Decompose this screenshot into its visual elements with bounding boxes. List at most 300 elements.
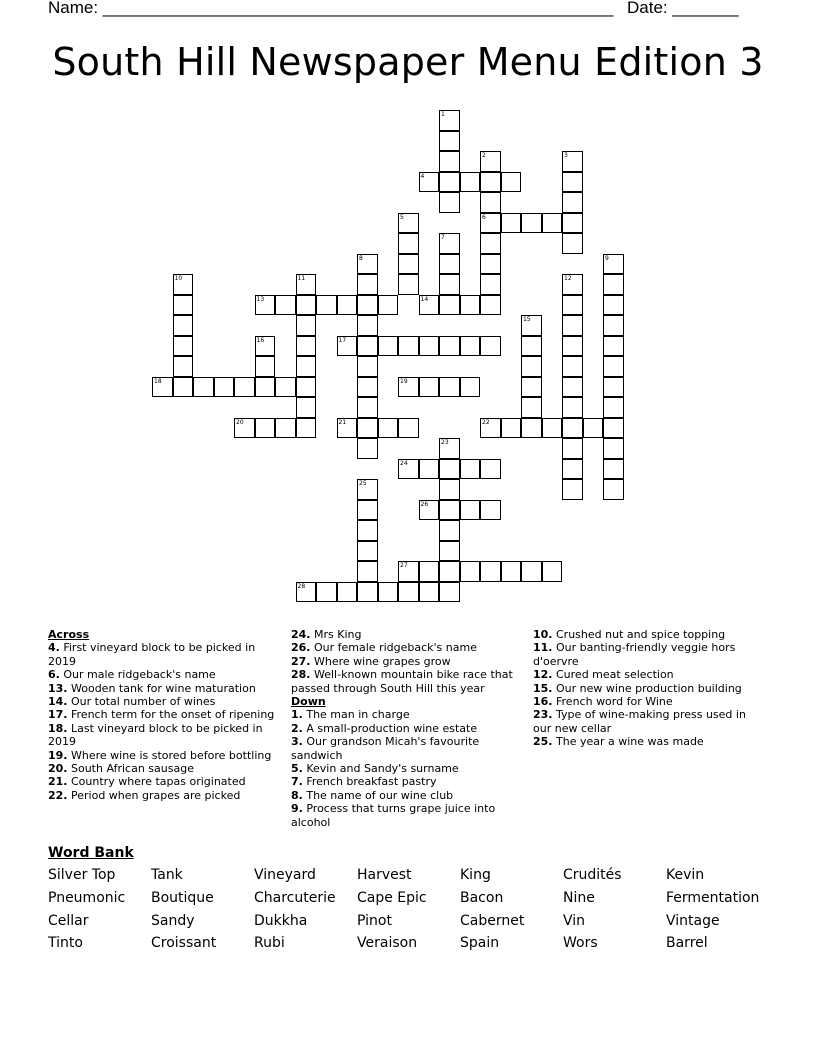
grid-cell[interactable]	[562, 295, 583, 316]
clue-item-number: 22.	[48, 788, 68, 802]
clue-item-text: Our grandson Micah's favourite sandwich	[291, 735, 480, 762]
clue-item	[533, 735, 763, 748]
clue-item	[533, 682, 763, 695]
word-bank-item: Boutique	[151, 890, 214, 906]
grid-cell[interactable]	[439, 500, 460, 521]
grid-cell[interactable]	[562, 233, 583, 254]
clue-item-number: 11.	[533, 641, 553, 655]
clue-item	[48, 775, 276, 788]
word-bank-item: Harvest	[357, 867, 412, 883]
clue-item-number: 12.	[533, 668, 553, 682]
clue-item-text: French term for the onset of ripening	[71, 708, 275, 722]
clue-item	[291, 641, 519, 654]
grid-cell[interactable]	[562, 213, 583, 234]
clue-item	[291, 668, 519, 695]
grid-cell[interactable]	[296, 336, 317, 357]
grid-cell[interactable]	[603, 356, 624, 377]
grid-cell[interactable]	[439, 459, 460, 480]
clue-item-text: Our new wine production building	[556, 681, 742, 695]
clue-column-3	[533, 628, 763, 749]
clue-item-text: Kevin and Sandy's surname	[306, 762, 459, 776]
grid-cell[interactable]	[316, 582, 337, 603]
grid-cell[interactable]	[439, 582, 460, 603]
grid-cell[interactable]	[234, 377, 255, 398]
grid-cell[interactable]	[296, 315, 317, 336]
grid-cell[interactable]	[419, 582, 440, 603]
clue-item-number: 25.	[533, 735, 553, 749]
word-bank-item: Nine	[563, 890, 595, 906]
grid-cell[interactable]	[501, 561, 522, 582]
clue-item	[291, 775, 519, 788]
grid-cell[interactable]	[173, 274, 194, 295]
grid-cell[interactable]	[439, 438, 460, 459]
grid-cell[interactable]	[378, 336, 399, 357]
grid-cell[interactable]	[562, 459, 583, 480]
grid-cell[interactable]	[275, 377, 296, 398]
clue-item	[48, 789, 276, 802]
clue-item-text: The year a wine was made	[556, 735, 704, 749]
grid-cell[interactable]	[583, 418, 604, 439]
clue-item	[48, 762, 276, 775]
grid-cell[interactable]	[398, 274, 419, 295]
clue-number: 10	[174, 275, 183, 282]
grid-cell[interactable]	[439, 520, 460, 541]
grid-cell[interactable]	[439, 561, 460, 582]
grid-cell[interactable]	[419, 377, 440, 398]
grid-cell[interactable]	[378, 582, 399, 603]
date-line[interactable]: Date: _______	[627, 0, 739, 17]
grid-cell[interactable]	[193, 377, 214, 398]
clue-item-number: 19.	[48, 748, 68, 762]
word-bank-item: Dukkha	[254, 913, 308, 929]
grid-cell[interactable]	[603, 418, 624, 439]
grid-cell[interactable]	[152, 377, 173, 398]
clue-item	[291, 802, 519, 829]
grid-cell[interactable]	[357, 582, 378, 603]
clue-item	[291, 789, 519, 802]
grid-cell[interactable]	[480, 192, 501, 213]
clue-item-number: 21.	[48, 775, 68, 789]
clue-item-text: South African sausage	[71, 762, 194, 776]
clue-item-text: Last vineyard block to be picked in 2019	[48, 721, 263, 749]
clue-number: 17	[338, 336, 347, 344]
grid-cell[interactable]	[398, 418, 419, 439]
clue-item-text: Our female ridgeback's name	[314, 641, 477, 655]
clue-item-text: French word for Wine	[556, 695, 673, 709]
grid-cell[interactable]	[562, 172, 583, 193]
clue-item	[291, 762, 519, 775]
grid-cell[interactable]	[173, 336, 194, 357]
clue-number: 14	[420, 295, 429, 303]
grid-cell[interactable]	[439, 274, 460, 295]
grid-cell[interactable]	[521, 356, 542, 377]
grid-cell[interactable]	[480, 459, 501, 480]
clue-item	[533, 641, 763, 668]
word-bank-item: Wors	[563, 935, 598, 951]
grid-cell[interactable]	[439, 172, 460, 193]
page-title: South Hill Newspaper Menu Edition 3	[52, 40, 764, 84]
clue-item-number: 2.	[291, 721, 303, 735]
word-bank-item: Silver Top	[48, 867, 116, 883]
grid-cell[interactable]	[480, 500, 501, 521]
clue-number: 27	[400, 562, 408, 569]
grid-cell[interactable]	[460, 561, 481, 582]
grid-cell[interactable]	[255, 295, 276, 316]
grid-cell[interactable]	[480, 172, 501, 193]
grid-cell[interactable]	[562, 192, 583, 213]
grid-cell[interactable]	[255, 418, 276, 439]
grid-cell[interactable]	[398, 377, 419, 398]
grid-cell[interactable]	[357, 397, 378, 418]
grid-cell[interactable]	[398, 582, 419, 603]
grid-cell[interactable]	[521, 377, 542, 398]
grid-cell[interactable]	[357, 336, 378, 357]
clue-number: 13	[256, 295, 265, 303]
grid-cell[interactable]	[275, 418, 296, 439]
grid-cell[interactable]	[480, 254, 501, 275]
clue-number: 19	[400, 377, 408, 385]
grid-cell[interactable]	[439, 336, 460, 357]
grid-cell[interactable]	[501, 213, 522, 234]
grid-cell[interactable]	[603, 397, 624, 418]
grid-cell[interactable]	[255, 377, 276, 398]
clue-item	[48, 708, 276, 721]
clue-item-text: Crushed nut and spice topping	[556, 628, 726, 641]
grid-cell[interactable]	[603, 254, 624, 275]
word-bank-item: Vin	[563, 913, 586, 929]
word-bank-item: Tank	[151, 867, 183, 883]
clue-number: 18	[154, 377, 162, 385]
grid-cell[interactable]	[357, 500, 378, 521]
grid-cell[interactable]	[480, 561, 501, 582]
grid-cell[interactable]	[398, 254, 419, 275]
down-heading: Down	[291, 695, 326, 709]
grid-cell[interactable]	[419, 500, 440, 521]
grid-cell[interactable]	[296, 582, 317, 603]
grid-cell[interactable]	[296, 377, 317, 398]
clue-number: 25	[359, 480, 367, 487]
word-bank-item: Barrel	[666, 935, 708, 951]
clue-column-1	[48, 628, 276, 802]
grid-cell[interactable]	[357, 541, 378, 562]
word-bank-item: Cellar	[48, 913, 89, 929]
grid-cell[interactable]	[439, 377, 460, 398]
clue-item-number: 13.	[48, 681, 68, 695]
grid-cell[interactable]	[439, 254, 460, 275]
clue-number: 26	[420, 500, 429, 508]
grid-cell[interactable]	[542, 213, 563, 234]
clue-number: 12	[564, 275, 572, 282]
clue-item	[291, 708, 519, 721]
clue-item-text: Wooden tank for wine maturation	[71, 681, 256, 695]
clue-number: 7	[441, 234, 445, 241]
clue-number: 24	[400, 459, 408, 467]
clue-item-text: Mrs King	[314, 628, 362, 641]
grid-cell[interactable]	[562, 377, 583, 398]
clue-item-number: 15.	[533, 681, 553, 695]
grid-cell[interactable]	[419, 459, 440, 480]
clue-item-text: Our male ridgeback's name	[63, 668, 216, 682]
grid-cell[interactable]	[439, 110, 460, 131]
clue-item-text: Type of wine-making press used in our new cellar	[533, 708, 746, 735]
word-bank-item: Cape Epic	[357, 890, 427, 906]
grid-cell[interactable]	[603, 315, 624, 336]
grid-cell[interactable]	[255, 356, 276, 377]
grid-cell[interactable]	[521, 315, 542, 336]
across-heading: Across	[48, 628, 90, 641]
grid-cell[interactable]	[480, 274, 501, 295]
grid-cell[interactable]	[296, 295, 317, 316]
clue-column-2	[291, 628, 519, 829]
clue-number: 1	[441, 111, 445, 118]
name-line[interactable]: Name: ______________________________________________________	[48, 0, 614, 17]
clue-number: 28	[297, 582, 306, 590]
word-bank-heading: Word Bank	[48, 845, 134, 861]
word-bank-item: Pinot	[357, 913, 392, 929]
clue-item-number: 7.	[291, 775, 303, 789]
grid-cell[interactable]	[460, 336, 481, 357]
clue-number: 22	[482, 418, 490, 426]
grid-cell[interactable]	[337, 336, 358, 357]
clue-item-number: 8.	[291, 788, 303, 802]
clue-number: 6	[482, 213, 486, 221]
grid-cell[interactable]	[439, 151, 460, 172]
grid-cell[interactable]	[357, 438, 378, 459]
grid-cell[interactable]	[398, 459, 419, 480]
grid-cell[interactable]	[296, 356, 317, 377]
clue-number: 9	[605, 254, 609, 262]
clue-item-number: 28.	[291, 668, 311, 682]
grid-cell[interactable]	[337, 582, 358, 603]
clue-number: 2	[482, 152, 486, 159]
grid-cell[interactable]	[398, 561, 419, 582]
grid-cell[interactable]	[173, 356, 194, 377]
grid-cell[interactable]	[378, 418, 399, 439]
grid-cell[interactable]	[501, 418, 522, 439]
grid-cell[interactable]	[603, 438, 624, 459]
grid-cell[interactable]	[521, 213, 542, 234]
clue-item	[48, 641, 276, 668]
grid-cell[interactable]	[460, 377, 481, 398]
grid-cell[interactable]	[357, 356, 378, 377]
grid-cell[interactable]	[480, 418, 501, 439]
grid-cell[interactable]	[357, 561, 378, 582]
word-bank-item: Bacon	[460, 890, 504, 906]
clue-item-number: 26.	[291, 641, 311, 655]
grid-cell[interactable]	[296, 274, 317, 295]
grid-cell[interactable]	[603, 336, 624, 357]
word-bank-item: Vintage	[666, 913, 720, 929]
grid-cell[interactable]	[521, 561, 542, 582]
clue-item-number: 4.	[48, 641, 60, 655]
clue-number: 8	[359, 254, 363, 262]
grid-cell[interactable]	[562, 151, 583, 172]
word-bank-item: Croissant	[151, 935, 217, 951]
clue-number: 15	[523, 316, 531, 323]
clue-item-number: 24.	[291, 628, 311, 641]
clue-item-text: Country where tapas originated	[71, 775, 246, 789]
grid-cell[interactable]	[337, 295, 358, 316]
grid-cell[interactable]	[542, 561, 563, 582]
grid-cell[interactable]	[173, 377, 194, 398]
grid-cell[interactable]	[439, 295, 460, 316]
grid-cell[interactable]	[378, 295, 399, 316]
clue-item-text: Our total number of wines	[71, 695, 216, 709]
grid-cell[interactable]	[460, 172, 481, 193]
word-bank-item: Fermentation	[666, 890, 760, 906]
clue-item-text: Where wine grapes grow	[314, 654, 451, 668]
grid-cell[interactable]	[398, 213, 419, 234]
grid-cell[interactable]	[603, 295, 624, 316]
grid-cell[interactable]	[562, 479, 583, 500]
grid-cell[interactable]	[357, 315, 378, 336]
clue-item-number: 9.	[291, 802, 303, 816]
grid-cell[interactable]	[234, 418, 255, 439]
clue-item-text: The man in charge	[306, 708, 410, 722]
clue-item	[291, 655, 519, 668]
clue-item-text: Process that turns grape juice into alcohol	[291, 802, 496, 829]
grid-cell[interactable]	[521, 336, 542, 357]
grid-cell[interactable]	[501, 172, 522, 193]
clue-number: 16	[256, 336, 265, 344]
clue-item	[48, 722, 276, 749]
clue-item	[48, 749, 276, 762]
clue-item	[48, 695, 276, 708]
grid-cell[interactable]	[562, 438, 583, 459]
grid-cell[interactable]	[480, 151, 501, 172]
clue-item-text: Our banting-friendly veggie hors d'oervre	[533, 641, 736, 668]
grid-cell[interactable]	[603, 479, 624, 500]
grid-cell[interactable]	[439, 479, 460, 500]
grid-cell[interactable]	[460, 500, 481, 521]
clue-item-number: 16.	[533, 695, 553, 709]
clue-item-number: 20.	[48, 762, 68, 776]
grid-cell[interactable]	[460, 295, 481, 316]
grid-cell[interactable]	[357, 274, 378, 295]
word-bank-item: Kevin	[666, 867, 705, 883]
grid-cell[interactable]	[480, 336, 501, 357]
grid-cell[interactable]	[296, 397, 317, 418]
grid-cell[interactable]	[439, 233, 460, 254]
word-bank-item: Spain	[460, 935, 500, 951]
word-bank-item: Vineyard	[254, 867, 316, 883]
grid-cell[interactable]	[316, 295, 337, 316]
grid-cell[interactable]	[521, 397, 542, 418]
grid-cell[interactable]	[357, 418, 378, 439]
grid-cell[interactable]	[337, 418, 358, 439]
grid-cell[interactable]	[542, 418, 563, 439]
clue-item-text: A small-production wine estate	[306, 721, 478, 735]
grid-cell[interactable]	[480, 213, 501, 234]
grid-cell[interactable]	[419, 295, 440, 316]
grid-cell[interactable]	[562, 274, 583, 295]
word-bank-item: Pneumonic	[48, 890, 126, 906]
grid-cell[interactable]	[357, 377, 378, 398]
clue-item-number: 6.	[48, 668, 60, 682]
clue-item-number: 27.	[291, 654, 311, 668]
grid-cell[interactable]	[275, 295, 296, 316]
clue-number: 4	[420, 172, 425, 180]
word-bank-item: Cabernet	[460, 913, 525, 929]
clue-item	[533, 708, 763, 735]
grid-cell[interactable]	[419, 172, 440, 193]
grid-cell[interactable]	[521, 418, 542, 439]
clue-item-number: 5.	[291, 762, 303, 776]
word-bank-item: King	[460, 867, 491, 883]
word-bank-item: Charcuterie	[254, 890, 336, 906]
clue-number: 21	[338, 418, 347, 426]
grid-cell[interactable]	[439, 192, 460, 213]
word-bank-item: Veraison	[357, 935, 418, 951]
grid-cell[interactable]	[603, 274, 624, 295]
clue-item-number: 18.	[48, 721, 68, 735]
grid-cell[interactable]	[480, 233, 501, 254]
clue-item	[48, 668, 276, 681]
clue-item	[48, 682, 276, 695]
grid-cell[interactable]	[603, 377, 624, 398]
clue-item-number: 14.	[48, 695, 68, 709]
grid-cell[interactable]	[439, 131, 460, 152]
clue-item-text: French breakfast pastry	[306, 775, 437, 789]
word-bank-item: Sandy	[151, 913, 195, 929]
clue-item-text: Period when grapes are picked	[71, 788, 241, 802]
word-bank-item: Crudités	[563, 867, 622, 883]
grid-cell[interactable]	[173, 295, 194, 316]
word-bank-item: Rubi	[254, 935, 285, 951]
clue-item	[291, 722, 519, 735]
clue-number: 5	[400, 213, 404, 221]
grid-cell[interactable]	[562, 315, 583, 336]
grid-cell[interactable]	[357, 295, 378, 316]
clue-item-number: 23.	[533, 708, 553, 722]
grid-cell[interactable]	[603, 459, 624, 480]
grid-cell[interactable]	[439, 541, 460, 562]
clue-item-text: First vineyard block to be picked in 2019	[48, 641, 256, 668]
grid-cell[interactable]	[562, 397, 583, 418]
grid-cell[interactable]	[398, 336, 419, 357]
clue-item-text: The name of our wine club	[306, 788, 454, 802]
clue-item-number: 10.	[533, 628, 553, 641]
clue-item	[291, 735, 519, 762]
clue-number: 23	[441, 439, 449, 446]
clue-item-text: Where wine is stored before bottling	[71, 748, 272, 762]
clue-item-number: 1.	[291, 708, 303, 722]
grid-cell[interactable]	[357, 520, 378, 541]
clue-item	[533, 695, 763, 708]
grid-cell[interactable]	[398, 233, 419, 254]
grid-cell[interactable]	[562, 418, 583, 439]
clue-number: 3	[564, 152, 568, 159]
grid-cell[interactable]	[562, 356, 583, 377]
clue-item	[533, 668, 763, 681]
clue-number: 11	[297, 275, 306, 282]
clue-item-text: Well-known mountain bike race that passed through South Hill this year	[291, 668, 513, 695]
clue-item	[533, 628, 763, 641]
grid-cell[interactable]	[255, 336, 276, 357]
grid-cell[interactable]	[460, 459, 481, 480]
grid-cell[interactable]	[214, 377, 235, 398]
word-bank-item: Tinto	[48, 935, 83, 951]
grid-cell[interactable]	[562, 336, 583, 357]
clue-item-text: Cured meat selection	[556, 668, 674, 682]
grid-cell[interactable]	[173, 315, 194, 336]
grid-cell[interactable]	[419, 561, 440, 582]
grid-cell[interactable]	[296, 418, 317, 439]
grid-cell[interactable]	[357, 254, 378, 275]
grid-cell[interactable]	[419, 336, 440, 357]
grid-cell[interactable]	[480, 295, 501, 316]
grid-cell[interactable]	[357, 479, 378, 500]
